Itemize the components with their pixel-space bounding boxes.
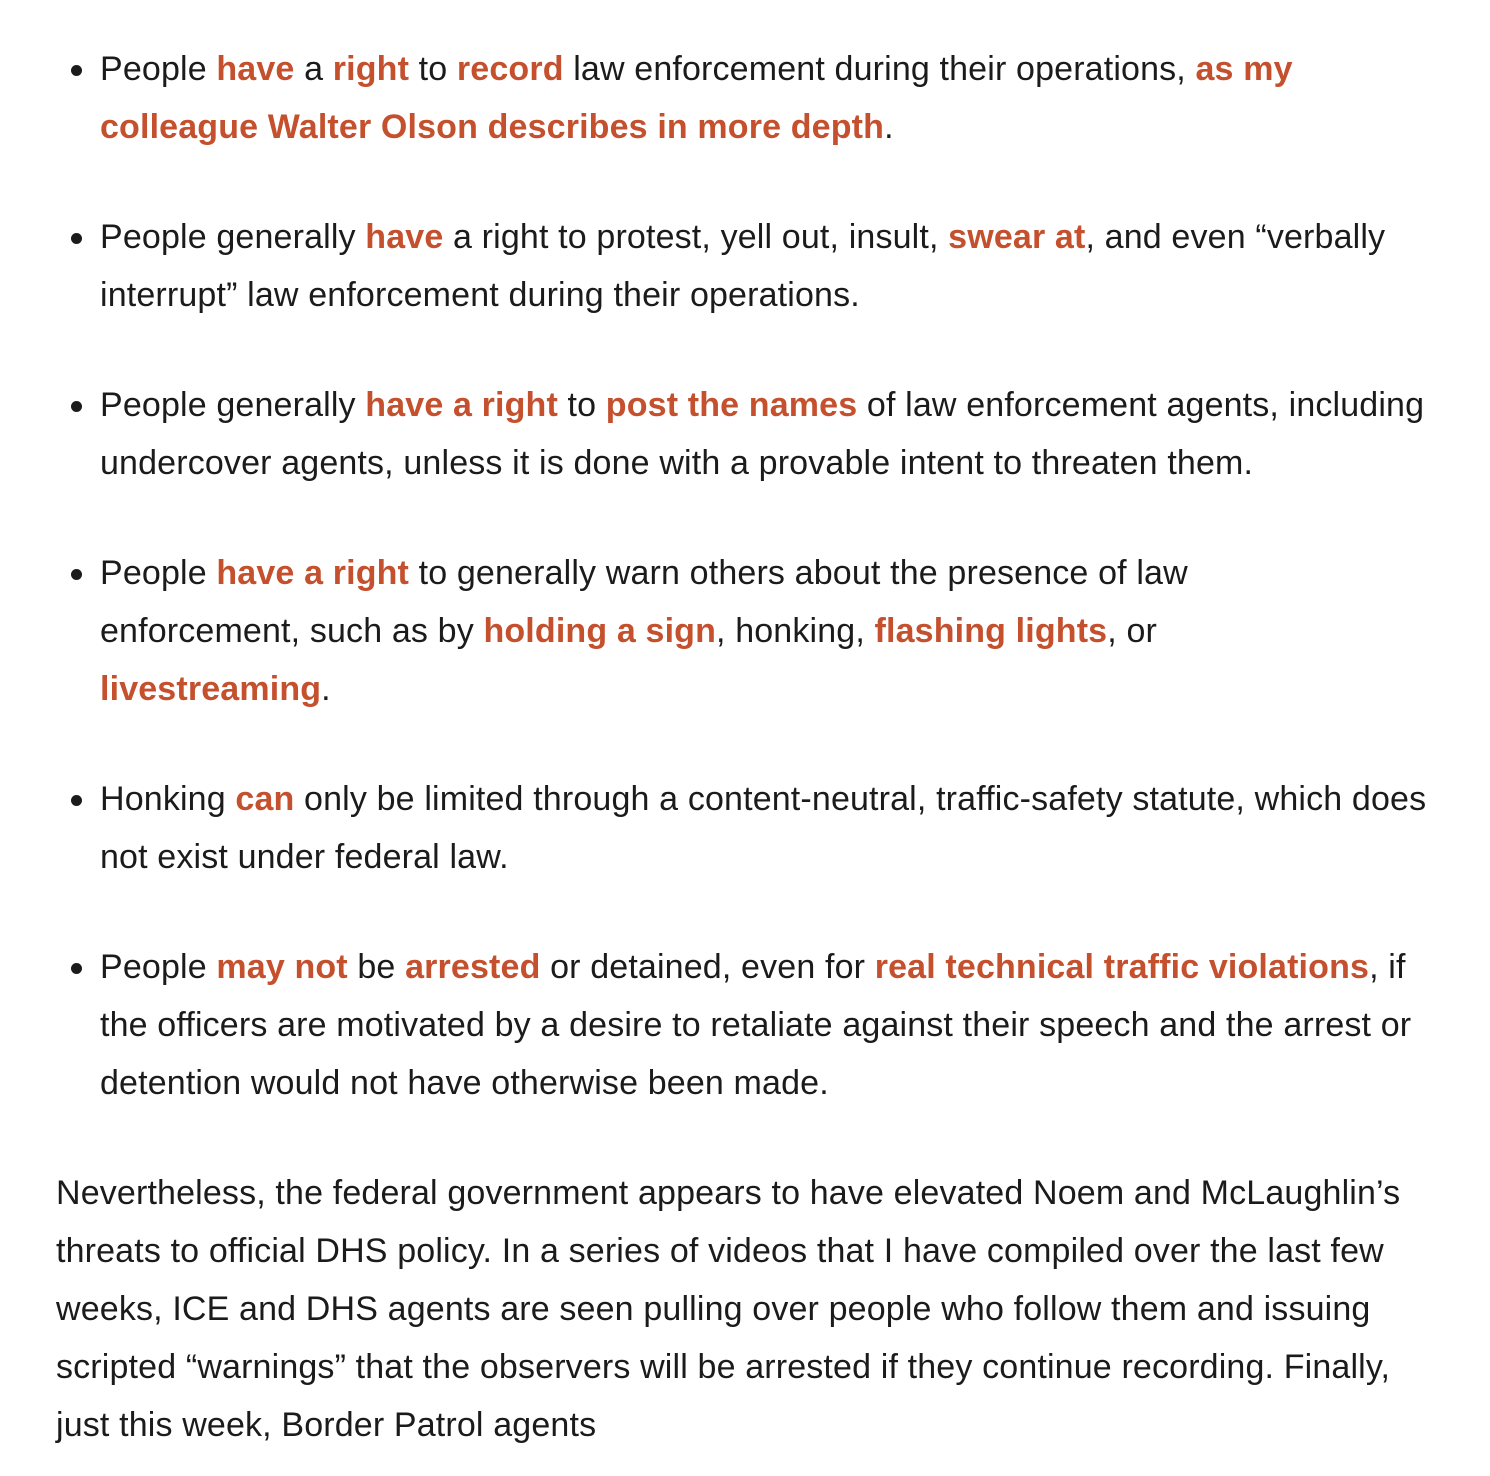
- link-can[interactable]: can: [235, 780, 295, 818]
- link-livestreaming[interactable]: livestreaming: [100, 670, 322, 708]
- link-record[interactable]: record: [456, 50, 564, 88]
- text-run: People generally: [100, 386, 366, 424]
- list-item: [56, 376, 1456, 492]
- link-have[interactable]: have: [365, 218, 444, 256]
- bullet-icon: [71, 233, 82, 244]
- bullet-icon: [71, 963, 82, 974]
- link-real-technical-traffic-violations[interactable]: real technical traffic violations: [874, 948, 1370, 986]
- list-item-text: [100, 544, 1210, 718]
- text-run: to generally warn others about the presence of law enforcement, such as by: [100, 554, 1188, 650]
- text-run: of law enforcement agents, including undercover agents, unless it is done with a provable intent to threaten them.: [100, 386, 1425, 482]
- link-right[interactable]: right: [332, 50, 410, 88]
- bullet-icon: [71, 65, 82, 76]
- link-holding-a-sign[interactable]: holding a sign: [483, 612, 716, 650]
- article-body: [56, 40, 1456, 1454]
- text-run: to: [409, 50, 457, 88]
- link-have[interactable]: have: [216, 50, 295, 88]
- link-have-a-right[interactable]: have a right: [216, 554, 410, 592]
- text-run: only be limited through a content-neutral, traffic-safety statute, which does not exist under federal law.: [100, 780, 1427, 876]
- link-walter-olson[interactable]: as my colleague Walter Olson describes in more depth: [100, 50, 1293, 146]
- link-swear-at[interactable]: swear at: [948, 218, 1086, 256]
- text-run: , or: [1107, 612, 1157, 650]
- list-item: [56, 208, 1456, 324]
- list-item-text: [100, 40, 1460, 156]
- text-run: .: [321, 670, 331, 708]
- list-item-text: [100, 770, 1460, 886]
- text-run: a: [294, 50, 333, 88]
- text-run: People: [100, 50, 217, 88]
- list-item-text: [100, 376, 1460, 492]
- text-run: People: [100, 554, 217, 592]
- text-run: Honking: [100, 780, 236, 818]
- text-run: a right to protest, yell out, insult,: [443, 218, 949, 256]
- text-run: or detained, even for: [540, 948, 875, 986]
- text-run: .: [884, 108, 894, 146]
- list-item: [56, 770, 1456, 886]
- link-may-not[interactable]: may not: [216, 948, 348, 986]
- list-item: [56, 938, 1456, 1112]
- bullet-icon: [71, 795, 82, 806]
- text-run: People generally: [100, 218, 366, 256]
- closing-paragraph: Nevertheless, the federal government appears to have elevated Noem and McLaughlin’s threats to official DHS policy. In a series of videos that I have compiled over the last few weeks, ICE and DHS agents are seen pulling over people who follow them and issuing scripted “warnings” that the observers will be arrested if they continue recording. Finally, just this week, Border Patrol agents: [56, 1174, 1401, 1444]
- text-run: , if the officers are motivated by a desire to retaliate against their speech and the arrest or detention would not have otherwise been made.: [100, 948, 1412, 1102]
- text-run: law enforcement during their operations,: [563, 50, 1196, 88]
- list-item-text: [100, 938, 1460, 1112]
- list-item-text: [100, 208, 1460, 324]
- list-item: [56, 544, 1456, 718]
- text-run: to: [557, 386, 606, 424]
- bullet-icon: [71, 569, 82, 580]
- bullet-icon: [71, 401, 82, 412]
- list-item: [56, 40, 1456, 156]
- text-run: be: [347, 948, 406, 986]
- text-run: People: [100, 948, 217, 986]
- link-flashing-lights[interactable]: flashing lights: [874, 612, 1108, 650]
- link-post-the-names[interactable]: post the names: [605, 386, 858, 424]
- rights-list: [56, 40, 1456, 1112]
- text-run: , honking,: [716, 612, 875, 650]
- text-run: , and even “verbally interrupt” law enforcement during their operations.: [100, 218, 1386, 314]
- link-arrested[interactable]: arrested: [405, 948, 541, 986]
- link-have-a-right[interactable]: have a right: [365, 386, 558, 424]
